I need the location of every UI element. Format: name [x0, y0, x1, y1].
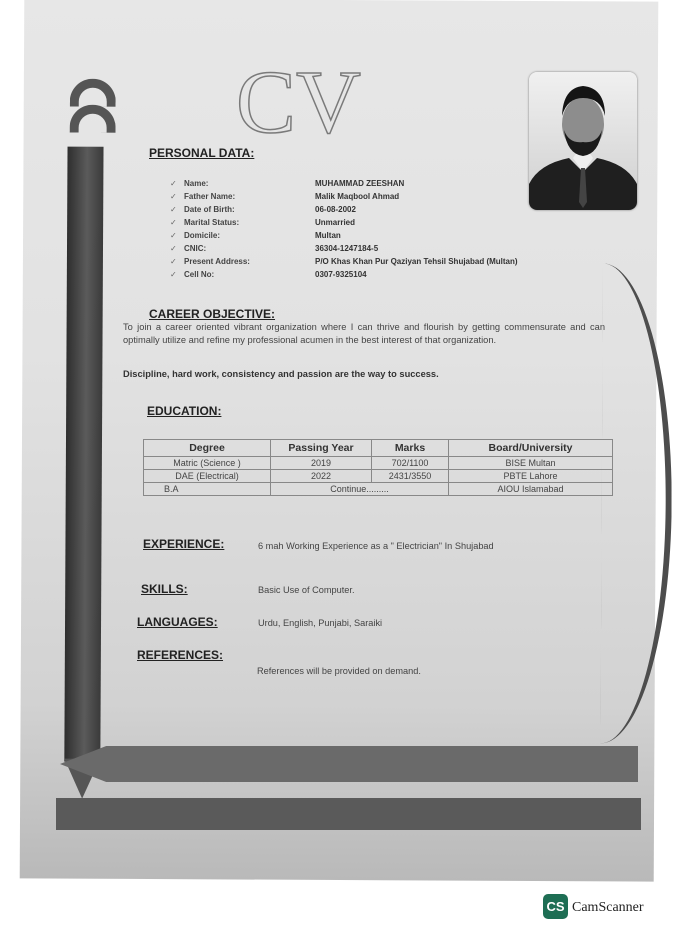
camscanner-logo-icon: CS [543, 894, 568, 919]
cv-logo-text: CV [236, 60, 362, 140]
education-heading: EDUCATION: [147, 404, 222, 418]
career-motto: Discipline, hard work, consistency and passion are the way to success. [123, 369, 439, 379]
info-value: Multan [315, 231, 341, 240]
cell-marks: 702/1100 [372, 457, 449, 470]
check-icon: ✓ [170, 257, 177, 266]
cell-degree: DAE (Electrical) [144, 470, 271, 483]
skills-text: Basic Use of Computer. [258, 585, 355, 595]
info-value: Unmarried [315, 218, 356, 227]
table-row [144, 483, 613, 496]
cell-board: PBTE Lahore [449, 470, 613, 483]
references-heading: REFERENCES: [137, 648, 224, 662]
info-row-name [170, 177, 518, 190]
check-icon: ✓ [170, 192, 177, 201]
info-label: Name: [184, 179, 209, 188]
info-row-father-name [170, 190, 518, 203]
experience-text: 6 mah Working Experience as a " Electrician" In Shujabad [258, 541, 494, 551]
cv-logo [236, 60, 446, 140]
education-table [143, 439, 613, 496]
camscanner-brand: CamScanner [572, 900, 644, 915]
languages-text: Urdu, English, Punjabi, Saraiki [258, 618, 383, 628]
info-row-dob [170, 203, 518, 216]
check-icon: ✓ [170, 179, 177, 188]
info-label: CNIC: [184, 244, 207, 253]
bottom-footer-bar [56, 798, 641, 830]
table-row [144, 457, 613, 470]
info-label: Cell No: [184, 270, 215, 279]
info-label: Marital Status: [184, 218, 240, 227]
profile-photo [529, 72, 637, 210]
col-board: Board/University [449, 440, 613, 457]
info-row-marital-status [170, 216, 518, 229]
cell-marks: 2431/3550 [372, 470, 449, 483]
check-icon: ✓ [170, 205, 177, 214]
info-value: 0307-9325104 [315, 270, 367, 279]
pencil-eraser-arc-top [70, 79, 116, 107]
person-portrait-icon [529, 72, 637, 210]
cell-board: BISE Multan [449, 457, 613, 470]
check-icon: ✓ [170, 244, 177, 253]
cell-year: 2019 [271, 457, 372, 470]
info-value: 06-08-2002 [315, 205, 356, 214]
personal-data-list [170, 177, 518, 281]
references-text: References will be provided on demand. [257, 666, 421, 676]
cell-degree: B.A [144, 483, 271, 496]
check-icon: ✓ [170, 270, 177, 279]
cell-degree: Matric (Science ) [144, 457, 271, 470]
cell-year: 2022 [271, 470, 372, 483]
cell-board: AIOU Islamabad [449, 483, 613, 496]
info-row-cnic [170, 242, 518, 255]
info-label: Present Address: [184, 257, 250, 266]
col-marks: Marks [372, 440, 449, 457]
career-objective-text: To join a career oriented vibrant organization where I can thrive and flourish by getting commensurate and can optimally utilize and refine my professional acumen in the best interest of that organization. [123, 322, 605, 345]
pencil-body-decoration [64, 147, 103, 762]
table-header-row [144, 440, 613, 457]
pencil-eraser-arc-bottom [70, 105, 116, 133]
cell-status: Continue......... [271, 483, 449, 496]
career-objective-heading: CAREER OBJECTIVE: [149, 307, 276, 321]
languages-heading: LANGUAGES: [137, 615, 218, 629]
info-value: P/O Khas Khan Pur Qaziyan Tehsil Shujabad (Multan) [315, 257, 518, 266]
info-value: 36304-1247184-5 [315, 244, 379, 253]
info-label: Father Name: [184, 192, 236, 201]
col-degree: Degree [144, 440, 271, 457]
check-icon: ✓ [170, 218, 177, 227]
info-value: Malik Maqbool Ahmad [315, 192, 400, 201]
table-row [144, 470, 613, 483]
info-value: MUHAMMAD ZEESHAN [315, 179, 405, 188]
bottom-pencil-bar [60, 746, 638, 782]
personal-data-heading: PERSONAL DATA: [149, 146, 255, 160]
info-row-cell [170, 268, 518, 281]
info-label: Domicile: [184, 231, 221, 240]
info-row-address [170, 255, 518, 268]
col-passing-year: Passing Year [271, 440, 372, 457]
right-arc-decoration [600, 263, 673, 743]
info-row-domicile [170, 229, 518, 242]
skills-heading: SKILLS: [141, 582, 188, 596]
info-label: Date of Birth: [184, 205, 235, 214]
experience-heading: EXPERIENCE: [143, 537, 225, 551]
check-icon: ✓ [170, 231, 177, 240]
